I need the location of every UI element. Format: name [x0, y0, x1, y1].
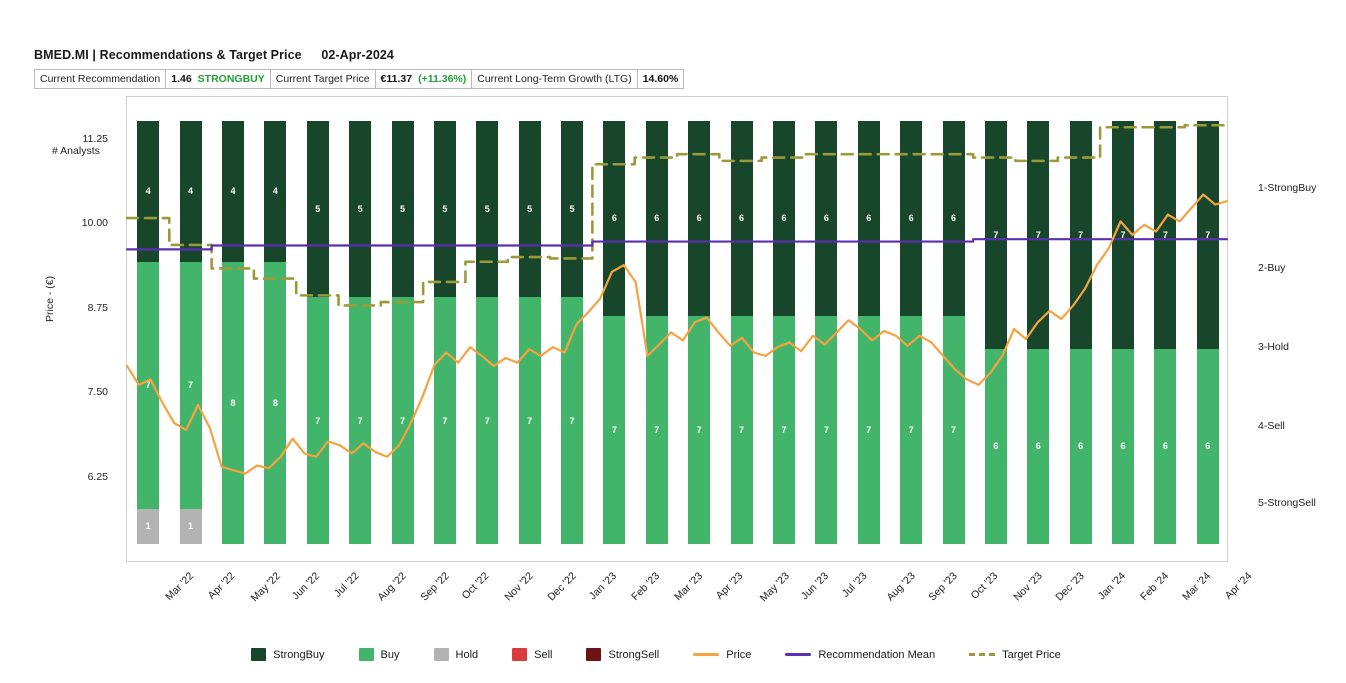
legend-label: Recommendation Mean — [818, 648, 936, 661]
bar-segment-value: 7 — [188, 380, 194, 391]
bar-segment-value: 5 — [527, 203, 533, 214]
bar-segment-value: 7 — [823, 425, 829, 436]
bar-segment-value: 6 — [993, 441, 999, 452]
x-axis-tick: Oct '22 — [459, 570, 492, 602]
y-axis-tick: 6.25 — [87, 470, 108, 483]
x-axis-tick: May '23 — [757, 570, 792, 605]
bar-segment-value: 7 — [442, 415, 448, 426]
y-axis-tick: 7.50 — [87, 386, 108, 399]
x-axis-tick: Mar '22 — [163, 570, 197, 604]
bar-segment-value: 6 — [739, 213, 745, 224]
x-axis-tick: Jul '23 — [840, 570, 870, 600]
x-axis-tick: Feb '24 — [1138, 570, 1172, 604]
bar-segment-value: 7 — [1162, 229, 1168, 240]
bar-segment-value: 7 — [399, 415, 405, 426]
bar-segment-value: 7 — [527, 415, 533, 426]
x-axis-tick: May '22 — [248, 570, 283, 605]
bar-segment-value: 5 — [399, 203, 405, 214]
bar-segment-value: 6 — [696, 213, 702, 224]
x-axis-tick: Aug '22 — [375, 570, 409, 604]
x-axis-tick: Dec '23 — [1053, 570, 1088, 604]
x-axis-tick: Jan '23 — [586, 570, 620, 603]
bar-segment-value: 7 — [145, 380, 151, 391]
legend-item-strongsell[interactable] — [586, 648, 659, 661]
recommendation-scale-label: 5-StrongSell — [1258, 497, 1316, 509]
x-axis-tick: Feb '23 — [629, 570, 663, 604]
x-axis-tick: Nov '23 — [1011, 570, 1045, 604]
analysts-count-label: # Analysts — [52, 145, 100, 157]
kpi-change-pct: (+11.36%) — [418, 73, 467, 85]
bar-segment-value: 7 — [696, 425, 702, 436]
x-axis-tick: Sep '23 — [926, 570, 960, 604]
chart-header — [34, 48, 394, 62]
y-axis-tick: 10.00 — [81, 217, 108, 230]
bar-segment-value: 7 — [611, 425, 617, 436]
x-axis-tick: Mar '24 — [1180, 570, 1214, 604]
x-axis-tick: Aug '23 — [884, 570, 918, 604]
x-axis-tick: Sep '22 — [417, 570, 452, 604]
legend-swatch-icon — [512, 648, 527, 661]
legend-item-hold[interactable] — [434, 648, 479, 661]
bar-segment-value: 6 — [1078, 441, 1084, 452]
recommendation-scale-label: 2-Buy — [1258, 262, 1286, 274]
legend-label: Price — [726, 648, 752, 661]
bar-segment-value: 6 — [1120, 441, 1126, 452]
kpi-current-recommendation — [34, 69, 166, 89]
bar-segment-value: 7 — [993, 229, 999, 240]
bar-segment-value: 6 — [781, 213, 787, 224]
legend-item-sell[interactable] — [512, 648, 552, 661]
x-axis-tick: Jul '22 — [331, 570, 362, 600]
legend-swatch-icon — [251, 648, 266, 661]
bar-segment-value: 5 — [442, 203, 448, 214]
bar-segment-value: 7 — [866, 425, 872, 436]
bar-segment-value: 8 — [230, 397, 236, 408]
bar-segment-value: 7 — [654, 425, 660, 436]
x-axis-tick: Jun '23 — [798, 570, 831, 603]
legend-item-price[interactable] — [693, 649, 751, 661]
x-axis-tick: Jan '24 — [1095, 570, 1128, 603]
kpi-value: 1.46 — [171, 73, 192, 85]
legend-item-recommendation-mean[interactable] — [785, 649, 935, 661]
kpi-label: Current Long-Term Growth (LTG) — [477, 73, 632, 85]
bar-segment-value: 7 — [569, 415, 575, 426]
bar-segment-value: 1 — [188, 521, 194, 532]
bar-segment-value: 6 — [654, 213, 660, 224]
bar-segment-value: 4 — [145, 186, 151, 197]
chart-plot-area — [126, 96, 1228, 562]
legend-item-buy[interactable] — [359, 648, 400, 661]
bar-segment-value: 5 — [484, 203, 490, 214]
kpi-strip — [34, 69, 683, 89]
legend-swatch-icon — [586, 648, 601, 661]
chart-date: 02-Apr-2024 — [321, 48, 394, 62]
x-axis-tick: Mar '23 — [671, 570, 705, 604]
bar-segment-value: 7 — [357, 415, 363, 426]
x-axis-tick: Jun '22 — [290, 570, 323, 603]
bar-segment-value: 7 — [1078, 229, 1084, 240]
bar-segment-value: 8 — [272, 397, 278, 408]
bar-segment-value: 7 — [739, 425, 745, 436]
bar-segment-value: 4 — [272, 186, 278, 197]
bar-segment-value: 7 — [781, 425, 787, 436]
chart-title: BMED.MI | Recommendations & Target Price — [34, 48, 302, 62]
x-axis-tick: Dec '22 — [544, 570, 579, 604]
kpi-label: Current Target Price — [275, 73, 370, 85]
recommendation-scale-label: 4-Sell — [1258, 420, 1285, 432]
bar-segment-value: 5 — [569, 203, 575, 214]
recommendation-mean-line — [127, 239, 1227, 249]
kpi-label: Current Recommendation — [40, 73, 161, 85]
y-axis-tick: 8.75 — [87, 301, 108, 314]
target-price-line — [127, 125, 1227, 305]
legend-dash-icon — [969, 653, 995, 656]
x-axis-tick: Apr '23 — [713, 570, 746, 602]
bar-segment-value: 6 — [1035, 441, 1041, 452]
legend-label: StrongBuy — [273, 648, 325, 661]
bar-segment-value: 7 — [950, 425, 956, 436]
line-series-host — [127, 97, 1227, 561]
legend-label: StrongSell — [608, 648, 660, 661]
x-axis-tick: Apr '22 — [205, 570, 238, 602]
recommendation-scale-label: 3-Hold — [1258, 341, 1289, 353]
y-axis-tick: 11.25 — [82, 132, 108, 145]
kpi-ltg-value — [637, 69, 685, 89]
bar-segment-value: 7 — [1035, 229, 1041, 240]
bar-segment-value: 7 — [484, 415, 490, 426]
bar-segment-value: 6 — [823, 213, 829, 224]
legend-swatch-icon — [359, 648, 374, 661]
kpi-rating-badge: STRONGBUY — [197, 73, 265, 85]
x-axis-tick: Apr '24 — [1222, 570, 1255, 602]
bar-segment-value: 7 — [1120, 229, 1126, 240]
kpi-current-target-price — [270, 69, 376, 89]
bar-segment-value: 6 — [866, 213, 872, 224]
x-axis-tick: Nov '22 — [502, 570, 537, 604]
bar-segment-value: 6 — [611, 213, 617, 224]
y-axis-label: Price - (€) — [44, 275, 56, 322]
legend-label: Buy — [380, 648, 400, 661]
kpi-current-recommendation-value — [165, 69, 271, 89]
legend-label: Hold — [455, 648, 479, 661]
bar-segment-value: 5 — [315, 203, 321, 214]
bar-segment-value: 7 — [315, 415, 321, 426]
bar-segment-value: 6 — [1205, 441, 1211, 452]
legend-line-icon — [693, 653, 719, 656]
legend-item-strongbuy[interactable] — [251, 648, 324, 661]
legend-line-icon — [785, 653, 811, 656]
bar-segment-value: 7 — [908, 425, 914, 436]
bar-segment-value: 6 — [908, 213, 914, 224]
legend-item-target-price[interactable] — [969, 649, 1061, 661]
bar-segment-value: 6 — [950, 213, 956, 224]
price-line — [127, 195, 1227, 474]
kpi-value: 14.60% — [642, 73, 679, 85]
kpi-current-target-price-value — [375, 69, 473, 89]
x-axis-tick: Oct '23 — [968, 570, 1000, 602]
chart-legend — [0, 648, 1346, 661]
legend-swatch-icon — [434, 648, 449, 661]
bar-segment-value: 5 — [357, 203, 363, 214]
bar-segment-value: 4 — [188, 186, 194, 197]
legend-label: Sell — [534, 648, 553, 661]
bar-segment-value: 4 — [230, 186, 236, 197]
kpi-value: €11.37 — [380, 73, 413, 85]
bar-segment-value: 7 — [1205, 229, 1211, 240]
legend-label: Target Price — [1002, 648, 1061, 661]
kpi-ltg — [471, 69, 637, 89]
bar-segment-value: 6 — [1162, 441, 1168, 452]
recommendation-scale-label: 1-StrongBuy — [1258, 182, 1317, 194]
bar-segment-value: 1 — [145, 521, 151, 532]
